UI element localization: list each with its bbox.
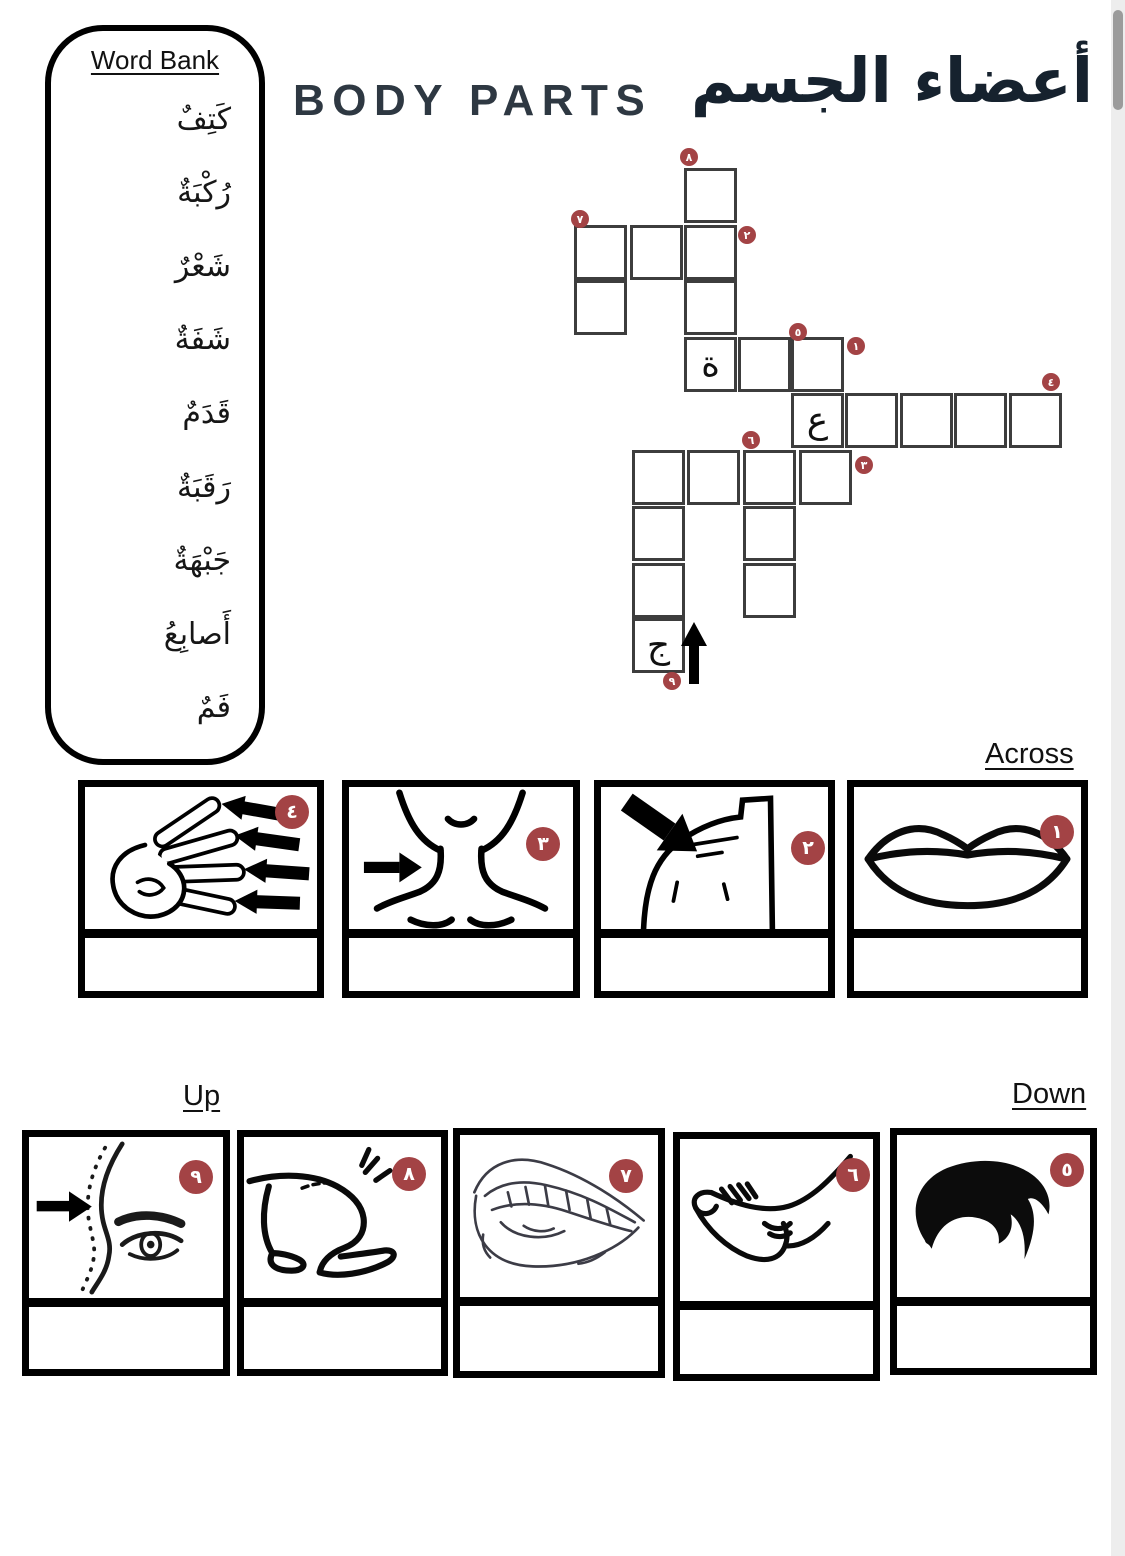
up-arrow-icon	[681, 622, 707, 684]
crossword-cell[interactable]	[632, 563, 685, 618]
word-bank-word: أَصابِعُ	[163, 616, 231, 652]
clue-card-forehead	[22, 1130, 230, 1376]
lips-icon	[856, 789, 1079, 929]
answer-space[interactable]	[854, 938, 1081, 991]
crossword-cell[interactable]	[574, 280, 627, 335]
crossword-cell[interactable]	[684, 280, 737, 335]
answer-space[interactable]	[601, 938, 828, 991]
clue-card-lips	[847, 780, 1088, 998]
answer-space[interactable]	[349, 938, 573, 991]
crossword-cell[interactable]	[743, 450, 796, 505]
word-bank-word: رُكْبَةٌ	[177, 175, 231, 211]
divider	[601, 929, 828, 938]
crossword-clue-number: ٧	[571, 210, 589, 228]
clue-card-fingers	[78, 780, 324, 998]
crossword-clue-number: ٢	[738, 226, 756, 244]
word-bank-word: رَقَبَةٌ	[177, 469, 231, 505]
divider	[854, 929, 1081, 938]
crossword-clue-number: ٥	[789, 323, 807, 341]
crossword-cell[interactable]	[845, 393, 898, 448]
answer-space[interactable]	[460, 1309, 658, 1371]
word-bank-list	[51, 83, 259, 745]
answer-space[interactable]	[680, 1312, 873, 1374]
crossword-cell[interactable]	[1009, 393, 1062, 448]
crossword-cell-prefilled[interactable]: ة	[684, 337, 737, 392]
crossword-cell[interactable]	[900, 393, 953, 448]
word-bank-word: كَتِفٌ	[176, 101, 231, 137]
answer-space[interactable]	[244, 1307, 441, 1369]
up-label: Up	[183, 1080, 221, 1112]
word-bank-word: قَدَمٌ	[182, 395, 231, 431]
crossword-clue-number: ٣	[855, 456, 873, 474]
clue-number-badge: ٤	[275, 795, 309, 829]
crossword-clue-number: ١	[847, 337, 865, 355]
page-title-english: BODY PARTS	[293, 76, 653, 125]
crossword-cell[interactable]	[687, 450, 740, 505]
clue-card-hair	[890, 1128, 1097, 1375]
word-bank-word: شَعْرٌ	[174, 248, 231, 284]
page-title-arabic: أعضاء الجسم	[690, 44, 1093, 117]
crossword-cell[interactable]	[630, 225, 683, 280]
crossword-cell-prefilled[interactable]: ج	[632, 618, 685, 673]
crossword-cell[interactable]	[791, 337, 844, 392]
answer-space[interactable]	[897, 1306, 1090, 1368]
divider	[349, 929, 573, 938]
across-label: Across	[985, 738, 1074, 770]
crossword-cell[interactable]	[684, 168, 737, 223]
down-label: Down	[1012, 1078, 1087, 1110]
shoulder-icon	[603, 789, 826, 929]
clue-card-knee	[237, 1130, 448, 1376]
word-bank	[45, 25, 265, 765]
divider	[897, 1297, 1090, 1306]
crossword-cell-prefilled[interactable]: ع	[791, 393, 844, 448]
clue-number-badge: ٦	[836, 1158, 870, 1192]
word-bank-word: جَبْهَةٌ	[173, 543, 231, 579]
crossword-cell[interactable]	[743, 506, 796, 561]
crossword-cell[interactable]	[954, 393, 1007, 448]
crossword-cell[interactable]	[574, 225, 627, 280]
clue-number-badge: ٧	[609, 1159, 643, 1193]
answer-space[interactable]	[29, 1307, 223, 1369]
word-bank-word: فَمٌ	[196, 690, 231, 726]
divider	[244, 1298, 441, 1307]
divider	[85, 929, 317, 938]
word-bank-word: شَفَةٌ	[174, 322, 231, 358]
crossword-cell[interactable]	[632, 450, 685, 505]
crossword-cell[interactable]	[632, 506, 685, 561]
clue-number-badge: ١	[1040, 815, 1074, 849]
word-bank-title: Word Bank	[90, 45, 220, 75]
crossword-cell[interactable]	[738, 337, 791, 392]
divider	[680, 1301, 873, 1310]
clue-number-badge: ٨	[392, 1157, 426, 1191]
clue-number-badge: ٢	[791, 831, 825, 865]
crossword-cell[interactable]	[799, 450, 852, 505]
crossword-clue-number: ٨	[680, 148, 698, 166]
crossword-cell[interactable]	[743, 563, 796, 618]
divider	[460, 1297, 658, 1306]
clue-card-foot	[673, 1132, 880, 1381]
clue-card-mouth	[453, 1128, 665, 1378]
clue-card-shoulder	[594, 780, 835, 998]
clue-number-badge: ٣	[526, 827, 560, 861]
crossword-clue-number: ٤	[1042, 373, 1060, 391]
crossword-clue-number: ٩	[663, 672, 681, 690]
clue-card-neck	[342, 780, 580, 998]
clue-number-badge: ٥	[1050, 1153, 1084, 1187]
scrollbar-thumb[interactable]	[1113, 10, 1123, 110]
scrollbar-track[interactable]	[1111, 0, 1125, 1556]
crossword-cell[interactable]	[684, 225, 737, 280]
answer-space[interactable]	[85, 938, 317, 991]
divider	[29, 1298, 223, 1307]
clue-number-badge: ٩	[179, 1160, 213, 1194]
crossword-clue-number: ٦	[742, 431, 760, 449]
